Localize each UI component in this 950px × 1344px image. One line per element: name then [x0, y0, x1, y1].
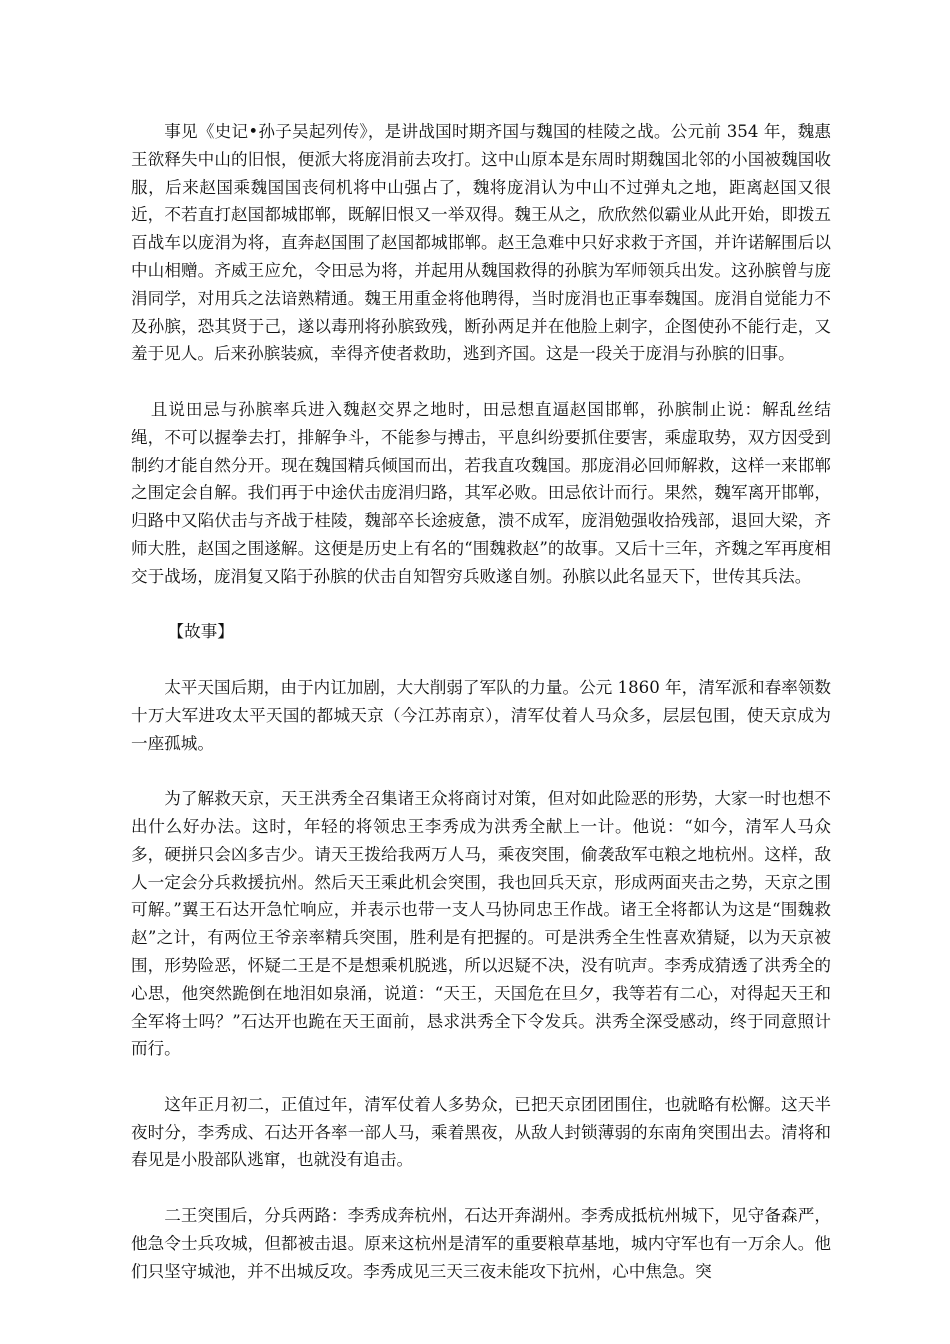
paragraph-strategy: 为了解救天京，天王洪秀全召集诸王众将商讨对策，但对如此险恶的形势，大家一时也想不出什么好办法。这时，年轻的将领忠王李秀成为洪秀全献上一计。他说：“如今，清军人马众多，硬拼只会凶多吉少。请天王拨给我两万人马，乘夜突围，偷袭敌军屯粮之地杭州。这样，敌人一定会分兵救援抗州。然后天王乘此机会突围，我也回兵天京，形成两面夹击之势，天京之围可解。”翼王石达开急忙响应，并表示也带一支人马协同忠王作战。诸王全将都认为这是“围魏救赵”之计，有两位王爷亲率精兵突围，胜利是有把握的。可是洪秀全生性喜欢猜疑，以为天京被围，形势险恶，怀疑二王是不是想乘机脱逃，所以迟疑不决，没有吭声。李秀成猜透了洪秀全的心思，他突然跪倒在地泪如泉涌，说道：“天王，天国危在旦夕，我等若有二心，对得起天王和全军将士吗？”石达开也跪在天王面前，恳求洪秀全下令发兵。洪秀全深受感动，终于同意照计而行。 — [131, 789, 831, 1059]
paragraph-taiping: 太平天国后期，由于内讧加剧，大大削弱了军队的力量。公元 1860 年，清军派和春率领数十万大军进攻太平天国的都城天京（今江苏南京），清军仗着人马众多，层层包围，使天京成为一座孤城。 — [131, 677, 831, 753]
paragraph-intro: 事见《史记•孙子吴起列传》，是讲战国时期齐国与魏国的桂陵之战。公元前 354 年，魏惠王欲释失中山的旧恨，便派大将庞涓前去攻打。这中山原本是东周时期魏国北邻的小国被魏国收服，后来赵国乘魏国国丧伺机将中山强占了，魏将庞涓认为中山不过弹丸之地，距离赵国又很近，不若直打赵国都城邯郸，既解旧恨又一举双得。魏王从之，欣欣然似霸业从此开始，即拨五百战车以庞涓为将，直奔赵国围了赵国都城邯郸。赵王急难中只好求救于齐国，并许诺解围后以中山相赠。齐威王应允，令田忌为将，并起用从魏国救得的孙膑为军师领兵出发。这孙膑曾与庞涓同学，对用兵之法谙熟精通。魏王用重金将他聘得，当时庞涓也正事奉魏国。庞涓自觉能力不及孙膑，恐其贤于己，遂以毒刑将孙膑致残，断孙两足并在他脸上刺字，企图使孙不能行走，又羞于见人。后来孙膑装疯，幸得齐使者救助，逃到齐国。这是一段关于庞涓与孙膑的旧事。 — [131, 122, 831, 364]
paragraph-siege: 且说田忌与孙膑率兵进入魏赵交界之地时，田忌想直逼赵国邯郸，孙膑制止说：解乱丝结绳，不可以握拳去打，排解争斗，不能参与搏击，平息纠纷要抓住要害，乘虚取势，双方因受到制约才能自然分开。现在魏国精兵倾国而出，若我直攻魏国。那庞涓必回师解救，这样一来邯郸之围定会自解。我们再于中途伏击庞涓归路，其军必败。田忌依计而行。果然，魏军离开邯郸，归路中又陷伏击与齐战于桂陵，魏部卒长途疲惫，溃不成军，庞涓勉强收拾残部，退回大梁，齐师大胜，赵国之围遂解。这便是历史上有名的“围魏救赵”的故事。又后十三年，齐魏之军再度相交于战场，庞涓复又陷于孙膑的伏击自知智穷兵败遂自刎。孙膑以此名显天下，世传其兵法。 — [131, 399, 831, 586]
section-heading-story: 【故事】 — [167, 622, 234, 642]
paragraph-breakout: 这年正月初二，正值过年，清军仗着人多势众，已把天京团团围住，也就略有松懈。这天半夜时分，李秀成、石达开各率一部人马，乘着黑夜，从敌人封锁薄弱的东南角突围出去。清将和春见是小股部队逃窜，也就没有追击。 — [131, 1094, 831, 1170]
paragraph-hangzhou: 二王突围后，分兵两路：李秀成奔杭州，石达开奔湖州。李秀成抵杭州城下，见守备森严，他急令士兵攻城，但都被击退。原来这杭州是清军的重要粮草基地，城内守军也有一万余人。他们只坚守城池，并不出城反攻。李秀成见三天三夜未能攻下抗州，心中焦急。突 — [131, 1206, 831, 1281]
document-page — [131, 118, 831, 1313]
